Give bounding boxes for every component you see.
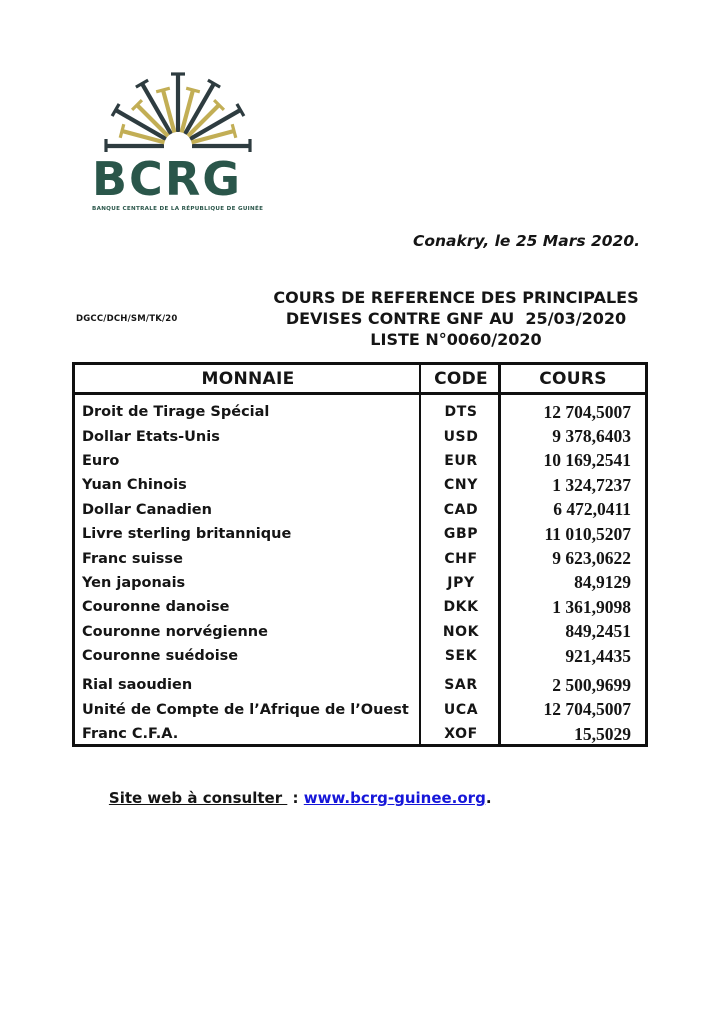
- column-separator-thin: [419, 365, 421, 744]
- cell-code: USD: [443, 428, 479, 445]
- cell-cours: 9 623,0622: [552, 548, 631, 569]
- cell-code: DKK: [443, 599, 479, 616]
- table-row: [75, 571, 645, 595]
- table-row: [75, 473, 645, 497]
- cell-code: DTS: [444, 404, 478, 421]
- cell-monnaie: Franc C.F.A.: [82, 726, 179, 743]
- cell-code: XOF: [444, 726, 478, 743]
- dateline: Conakry, le 25 Mars 2020.: [412, 232, 640, 250]
- cell-monnaie: Unité de Compte de l’Afrique de l’Ouest: [82, 701, 409, 718]
- cell-monnaie: Euro: [82, 452, 120, 469]
- table-row: [75, 498, 645, 522]
- cell-monnaie: Livre sterling britannique: [82, 526, 292, 543]
- cell-cours: 15,5029: [574, 723, 631, 744]
- table-row: [75, 595, 645, 619]
- cell-cours: 11 010,5207: [544, 523, 631, 544]
- table-row: [75, 644, 645, 668]
- cell-monnaie: Couronne suédoise: [82, 648, 239, 665]
- cell-code: EUR: [444, 452, 478, 469]
- cell-code: UCA: [443, 701, 479, 718]
- header-cours: COURS: [539, 368, 607, 389]
- cell-code: NOK: [442, 623, 480, 640]
- title-line-2: DEVISES CONTRE GNF AU 25/03/2020: [285, 309, 627, 328]
- document-title: [250, 287, 662, 350]
- website-link[interactable]: www.bcrg-guinee.org: [303, 789, 486, 807]
- cell-code: CNY: [444, 477, 478, 494]
- cell-monnaie: Couronne danoise: [82, 599, 230, 616]
- cell-monnaie: Franc suisse: [82, 550, 183, 567]
- title-line-1: COURS DE REFERENCE DES PRINCIPALES: [273, 288, 639, 307]
- title-line-3: LISTE N°0060/2020: [370, 330, 542, 349]
- header-code: CODE: [434, 368, 488, 389]
- rates-table: [72, 362, 648, 747]
- table-header-row: [75, 365, 645, 395]
- cell-cours: 921,4435: [565, 645, 631, 666]
- cell-monnaie: Yen japonais: [82, 574, 186, 591]
- cell-code: GBP: [443, 526, 479, 543]
- logo-bank-name: BANQUE CENTRALE DE LA RÉPUBLIQUE DE GUINÉE: [92, 206, 264, 212]
- cell-cours: 12 704,5007: [543, 699, 631, 720]
- cell-monnaie: Dollar Canadien: [82, 501, 212, 518]
- logo-acronym: BCRG: [92, 152, 242, 206]
- table-row: [75, 400, 645, 424]
- cell-monnaie: Dollar Etats-Unis: [82, 428, 220, 445]
- table-row: [75, 522, 645, 546]
- table-row: [75, 424, 645, 448]
- cell-code: JPY: [447, 574, 475, 591]
- cell-cours: 9 378,6403: [552, 426, 631, 447]
- cell-cours: 84,9129: [574, 572, 631, 593]
- cell-cours: 10 169,2541: [543, 450, 631, 471]
- footer-colon: :: [287, 789, 304, 807]
- footer-period: .: [485, 789, 492, 807]
- site-label: Site web à consulter: [108, 789, 288, 807]
- cell-cours: 2 500,9699: [552, 674, 631, 695]
- cell-monnaie: Droit de Tirage Spécial: [82, 404, 270, 421]
- cell-cours: 1 324,7237: [552, 474, 631, 495]
- table-body: [75, 395, 645, 746]
- cell-cours: 849,2451: [565, 621, 631, 642]
- bcrg-logo: [92, 68, 263, 212]
- cell-cours: 1 361,9098: [552, 596, 631, 617]
- table-row: [75, 620, 645, 644]
- cell-code: SEK: [444, 648, 478, 665]
- cell-cours: 12 704,5007: [543, 401, 631, 422]
- cell-monnaie: Rial saoudien: [82, 677, 193, 694]
- header-monnaie: MONNAIE: [201, 368, 295, 389]
- reference-code: DGCC/DCH/SM/TK/20: [76, 314, 178, 324]
- table-row: [75, 546, 645, 570]
- cell-code: SAR: [444, 677, 478, 694]
- cell-cours: 6 472,0411: [553, 499, 631, 520]
- cell-code: CHF: [444, 550, 478, 567]
- column-separator-thick: [498, 365, 501, 744]
- footer: [88, 771, 492, 825]
- table-row: [75, 449, 645, 473]
- cell-monnaie: Yuan Chinois: [82, 477, 187, 494]
- table-row: [75, 673, 645, 697]
- table-row: [75, 722, 645, 746]
- cell-monnaie: Couronne norvégienne: [82, 623, 268, 640]
- cell-code: CAD: [443, 501, 479, 518]
- table-row: [75, 698, 645, 722]
- pin-fan-icon: [98, 68, 258, 152]
